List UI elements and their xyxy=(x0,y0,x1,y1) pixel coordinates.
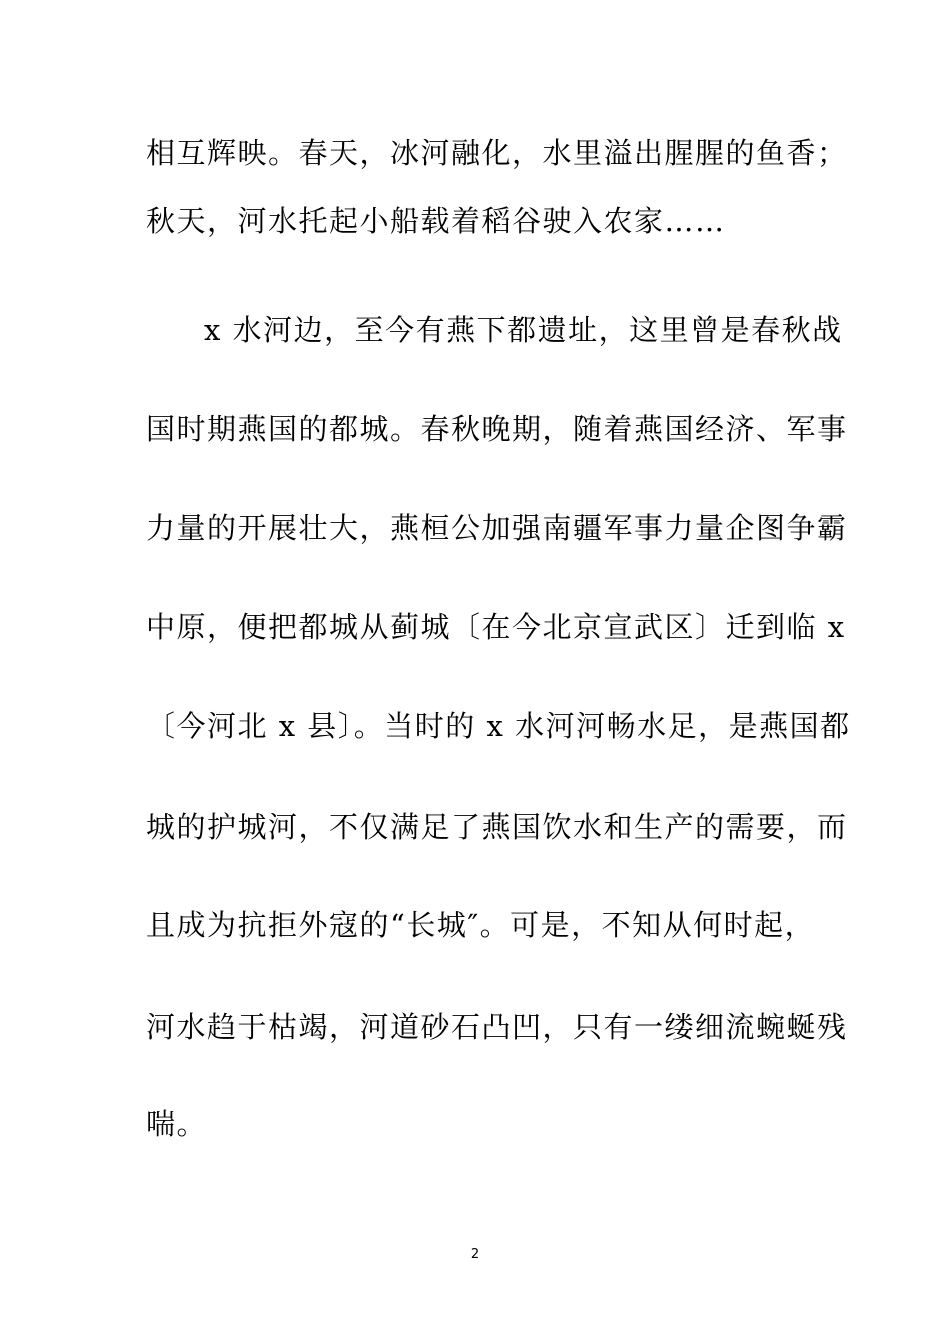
text-line-8: 城的护城河，不仅满足了燕国饮水和生产的需要，而 xyxy=(146,810,848,844)
page-number: 2 xyxy=(470,1247,480,1262)
text-line-10: 河水趋于枯竭，河道砂石凸凹，只有一缕细流蜿蜒残 xyxy=(146,1010,848,1044)
paragraph-start-line: x 水河边，至今有燕下都遗址，这里曾是春秋战 xyxy=(204,313,843,347)
text-line-4: 国时期燕国的都城。春秋晚期，随着燕国经济、军事 xyxy=(146,412,848,446)
text-line-9: 且成为抗拒外寇的“长城″。可是，不知从何时起， xyxy=(146,908,816,942)
text-line-6: 中原，便把都城从蓟城〔在今北京宣武区〕迁到临 x xyxy=(146,610,846,644)
text-line-1: 相互辉映。春天，冰河融化，水里溢出腥腥的鱼香； xyxy=(146,136,848,170)
text-line-5: 力量的开展壮大，燕桓公加强南疆军事力量企图争霸 xyxy=(146,511,848,545)
text-line-7: 〔今河北 x 县〕。当时的 x 水河河畅水足，是燕国都 xyxy=(146,709,851,743)
text-line-11: 喘。 xyxy=(146,1107,208,1141)
text-line-2: 秋天，河水托起小船载着稻谷驶入农家…… xyxy=(146,204,726,238)
